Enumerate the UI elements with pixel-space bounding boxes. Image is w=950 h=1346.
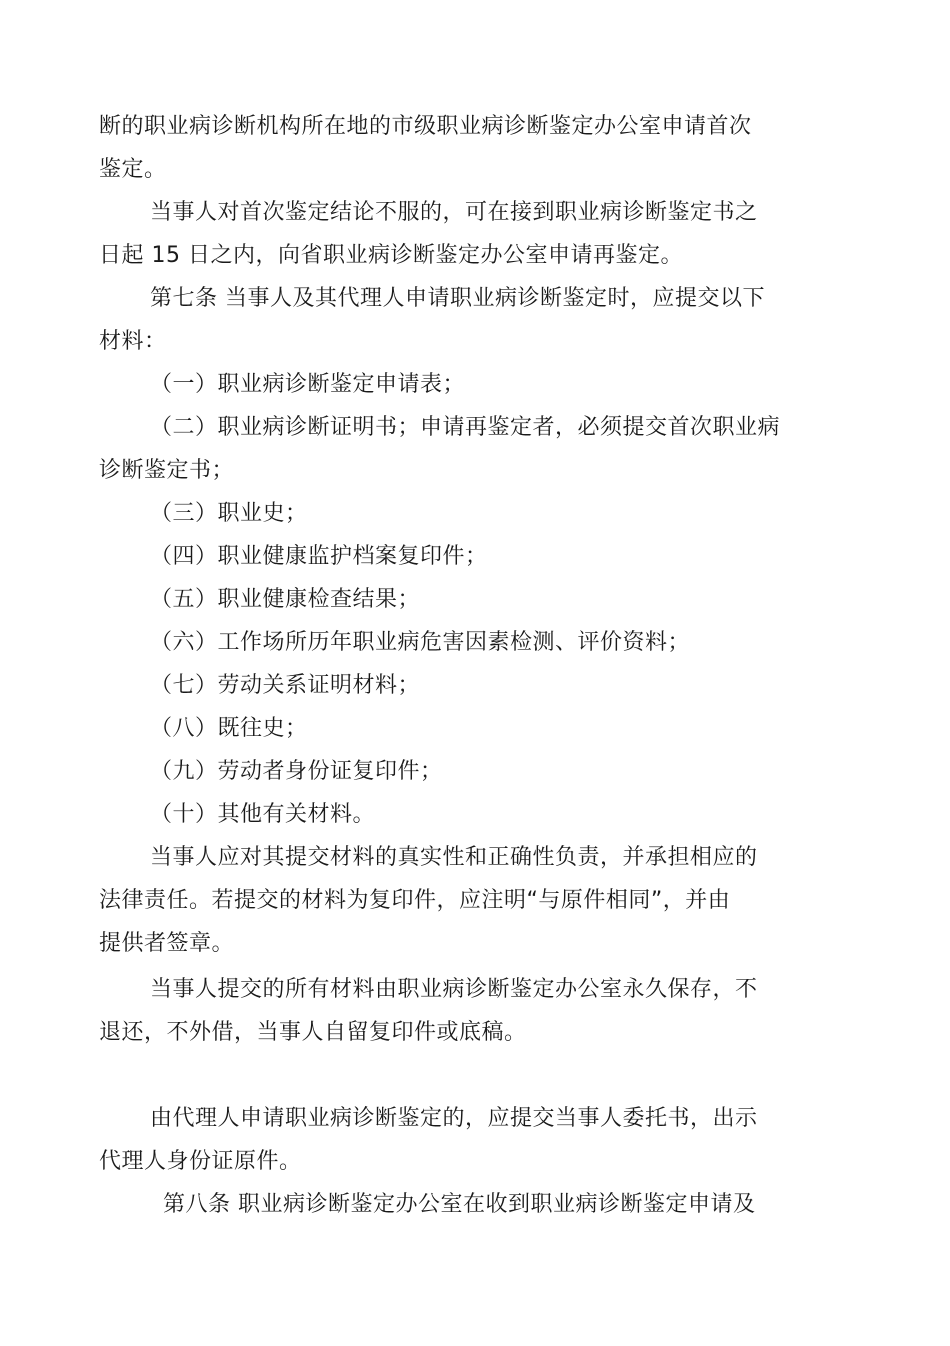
text-line: 代理人身份证原件。 <box>99 1149 302 1174</box>
text-line: 当事人提交的所有材料由职业病诊断鉴定办公室永久保存，不 <box>150 977 758 1002</box>
article-heading-8: 第八条 职业病诊断鉴定办公室在收到职业病诊断鉴定申请及 <box>163 1192 756 1217</box>
list-item: （二）职业病诊断证明书；申请再鉴定者，必须提交首次职业病 <box>150 415 781 440</box>
list-item: （十）其他有关材料。 <box>150 802 376 827</box>
list-item: （四）职业健康监护档案复印件； <box>150 544 488 569</box>
text-line: 退还，不外借，当事人自留复印件或底稿。 <box>99 1020 527 1045</box>
list-item: （七）劳动关系证明材料； <box>150 673 421 698</box>
text-line: 诊断鉴定书； <box>99 458 235 483</box>
text-line: 当事人对首次鉴定结论不服的，可在接到职业病诊断鉴定书之 <box>150 200 758 225</box>
list-item: （一）职业病诊断鉴定申请表； <box>150 372 466 397</box>
text-line: 鉴定。 <box>99 157 167 182</box>
text-line: 材料： <box>99 329 167 354</box>
article-heading-7: 第七条 当事人及其代理人申请职业病诊断鉴定时，应提交以下 <box>150 286 765 311</box>
list-item: （九）劳动者身份证复印件； <box>150 759 443 784</box>
list-item: （八）既往史； <box>150 716 308 741</box>
list-item: （六）工作场所历年职业病危害因素检测、评价资料； <box>150 630 691 655</box>
list-item: （五）职业健康检查结果； <box>150 587 421 612</box>
text-line: 当事人应对其提交材料的真实性和正确性负责，并承担相应的 <box>150 845 758 870</box>
list-item: （三）职业史； <box>150 501 308 526</box>
text-line: 由代理人申请职业病诊断鉴定的，应提交当事人委托书，出示 <box>150 1106 758 1131</box>
text-line: 断的职业病诊断机构所在地的市级职业病诊断鉴定办公室申请首次 <box>99 114 752 139</box>
text-line: 日起 15 日之内，向省职业病诊断鉴定办公室申请再鉴定。 <box>99 243 683 268</box>
text-line: 提供者签章。 <box>99 931 235 956</box>
text-line: 法律责任。若提交的材料为复印件，应注明“与原件相同”，并由 <box>99 888 731 913</box>
